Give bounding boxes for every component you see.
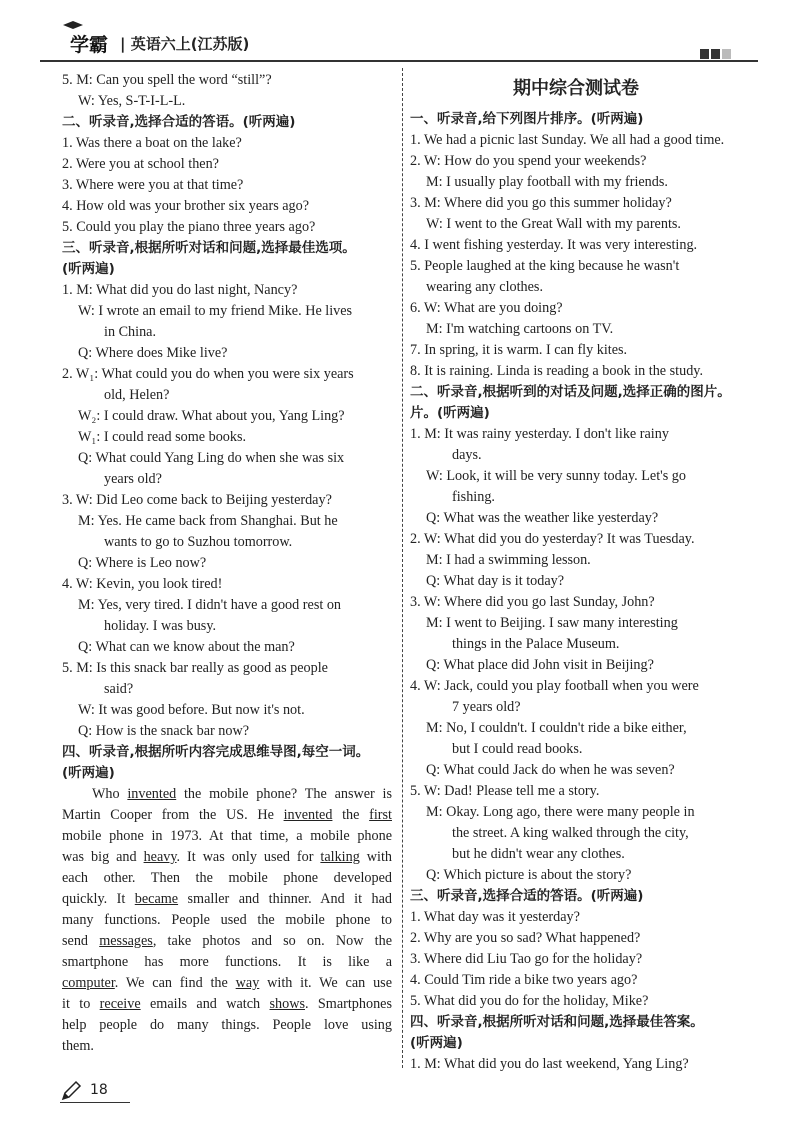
text-line: Q: What was the weather like yesterday? bbox=[426, 510, 659, 526]
text-line: Q: What day is it today? bbox=[426, 573, 565, 589]
text-line: W: Look, it will be very sunny today. Let's go bbox=[426, 468, 686, 484]
text-line: M: I usually play football with my friends. bbox=[426, 174, 668, 190]
text-line: wearing any clothes. bbox=[426, 279, 544, 295]
text-line: W: Yes, S-T-I-L-L. bbox=[78, 93, 186, 109]
text-line: 1. Was there a boat on the lake? bbox=[62, 135, 242, 151]
passage-line: computer. We can find the way with it. We can use bbox=[62, 975, 392, 991]
text-line: 3. Where were you at that time? bbox=[62, 177, 244, 193]
text-line: 3. W: Did Leo come back to Beijing yesterday? bbox=[62, 492, 332, 508]
text-line: things in the Palace Museum. bbox=[452, 636, 620, 652]
section-heading: 二、听录音,选择合适的答语。(听两遍) bbox=[62, 114, 296, 130]
page-number: 18 bbox=[90, 1082, 108, 1098]
section-heading: (听两遍) bbox=[410, 1035, 463, 1051]
right-content bbox=[410, 109, 742, 1075]
text-line: M: Yes. He came back from Shanghai. But he bbox=[78, 513, 338, 529]
text-line: 4. W: Jack, could you play football when you were bbox=[410, 678, 699, 694]
text-line: M: Okay. Long ago, there were many people in bbox=[426, 804, 695, 820]
text-line: 4. I went fishing yesterday. It was very interesting. bbox=[410, 237, 698, 253]
text-line: 5. M: Can you spell the word “still”? bbox=[62, 72, 272, 88]
section-heading: 四、听录音,根据所听内容完成思维导图,每空一词。 bbox=[62, 744, 370, 760]
passage-line: many functions. People used the mobile phone to bbox=[62, 912, 392, 928]
passage-line: help people do many things. People love using bbox=[62, 1017, 392, 1033]
passage-line: Martin Cooper from the US. He invented the first bbox=[62, 807, 392, 823]
passage-line: send messages, take photos and so on. Now the bbox=[62, 933, 392, 949]
text-line: M: I'm watching cartoons on TV. bbox=[426, 321, 614, 337]
text-line: M: Yes, very tired. I didn't have a good rest on bbox=[78, 597, 342, 613]
text-line: Q: Which picture is about the story? bbox=[426, 867, 632, 883]
text-line: the street. A king walked through the city, bbox=[452, 825, 689, 841]
section-heading: 二、听录音,根据听到的对话及问题,选择正确的图片。 bbox=[410, 384, 731, 400]
text-line: Q: What place did John visit in Beijing? bbox=[426, 657, 654, 673]
passage-line: Who invented the mobile phone? The answer is bbox=[92, 786, 392, 802]
text-line: 2. Were you at school then? bbox=[62, 156, 219, 172]
text-line: Q: What could Jack do when he was seven? bbox=[426, 762, 675, 778]
section-heading: 三、听录音,选择合适的答语。(听两遍) bbox=[410, 888, 644, 904]
reading-passage bbox=[62, 784, 392, 1057]
section-heading: (听两遍) bbox=[62, 261, 115, 277]
text-line: 5. M: Is this snack bar really as good as people bbox=[62, 660, 328, 676]
left-content bbox=[62, 70, 392, 784]
text-line: 1. M: What did you do last night, Nancy? bbox=[62, 282, 298, 298]
text-line: years old? bbox=[104, 471, 162, 487]
text-line: 1. What day was it yesterday? bbox=[410, 909, 580, 925]
text-line: holiday. I was busy. bbox=[104, 618, 217, 634]
text-line: but I could read books. bbox=[452, 741, 583, 757]
section-heading: 四、听录音,根据所听对话和问题,选择最佳答案。 bbox=[410, 1014, 704, 1030]
text-line: W₁: I could read some books. bbox=[78, 429, 247, 445]
text-line: Q: What can we know about the man? bbox=[78, 639, 295, 655]
left-column bbox=[62, 70, 392, 1057]
section-heading: 三、听录音,根据所听对话和问题,选择最佳选项。 bbox=[62, 240, 356, 256]
section-heading: (听两遍) bbox=[62, 765, 115, 781]
right-column bbox=[410, 70, 742, 1075]
text-line: 2. W₁: What could you do when you were six years bbox=[62, 366, 354, 382]
text-line: 5. People laughed at the king because he wasn't bbox=[410, 258, 680, 274]
text-line: 2. W: What did you do yesterday? It was Tuesday. bbox=[410, 531, 695, 547]
passage-line: mobile phone in 1973. At that time, a mobile phone bbox=[62, 828, 392, 844]
page-header bbox=[0, 0, 800, 62]
text-line: W: I went to the Great Wall with my parents. bbox=[426, 216, 681, 232]
text-line: M: I had a swimming lesson. bbox=[426, 552, 591, 568]
text-line: 1. M: It was rainy yesterday. I don't like rainy bbox=[410, 426, 669, 442]
graduation-cap-icon bbox=[62, 20, 84, 30]
passage-line: smartphone has more functions. It is like a bbox=[62, 954, 392, 970]
text-line: days. bbox=[452, 447, 482, 463]
brand-logo: 学霸 bbox=[70, 34, 109, 56]
text-line: 4. W: Kevin, you look tired! bbox=[62, 576, 223, 592]
text-line: 4. How old was your brother six years ago? bbox=[62, 198, 310, 214]
passage-line: quickly. It became smaller and thinner. And it had bbox=[62, 891, 392, 907]
text-line: 5. What did you do for the holiday, Mike? bbox=[410, 993, 649, 1009]
section-heading: 一、听录音,给下列图片排序。(听两遍) bbox=[410, 111, 644, 127]
text-line: 2. Why are you so sad? What happened? bbox=[410, 930, 641, 946]
text-line: but he didn't wear any clothes. bbox=[452, 846, 625, 862]
text-line: fishing. bbox=[452, 489, 495, 505]
text-line: 2. W: How do you spend your weekends? bbox=[410, 153, 647, 169]
text-line: M: I went to Beijing. I saw many interesting bbox=[426, 615, 678, 631]
text-line: Q: How is the snack bar now? bbox=[78, 723, 249, 739]
text-line: said? bbox=[104, 681, 134, 697]
text-line: 8. It is raining. Linda is reading a book in the study. bbox=[410, 363, 704, 379]
exam-title: 期中综合测试卷 bbox=[513, 78, 639, 99]
book-subtitle: | 英语六上(江苏版) bbox=[120, 35, 250, 53]
text-line: 5. W: Dad! Please tell me a story. bbox=[410, 783, 600, 799]
text-line: W: It was good before. But now it's not. bbox=[78, 702, 305, 718]
text-line: W: I wrote an email to my friend Mike. He lives bbox=[78, 303, 353, 319]
column-divider bbox=[402, 68, 403, 1068]
passage-line: was big and heavy. It was only used for talking with bbox=[62, 849, 392, 865]
text-line: 3. W: Where did you go last Sunday, John? bbox=[410, 594, 655, 610]
text-line: Q: What could Yang Ling do when she was six bbox=[78, 450, 345, 466]
text-line: in China. bbox=[104, 324, 157, 340]
text-line: 5. Could you play the piano three years ago? bbox=[62, 219, 316, 235]
footer-rule bbox=[60, 1102, 130, 1103]
text-line: 6. W: What are you doing? bbox=[410, 300, 563, 316]
passage-line: them. bbox=[62, 1038, 94, 1054]
text-line: W₂: I could draw. What about you, Yang Ling? bbox=[78, 408, 345, 424]
text-line: 7. In spring, it is warm. I can fly kites. bbox=[410, 342, 628, 358]
text-line: 3. M: Where did you go this summer holiday? bbox=[410, 195, 672, 211]
text-line: 1. M: What did you do last weekend, Yang Ling? bbox=[410, 1056, 689, 1072]
text-line: M: No, I couldn't. I couldn't ride a bike either, bbox=[426, 720, 687, 736]
text-line: 1. We had a picnic last Sunday. We all had a good time. bbox=[410, 132, 725, 148]
text-line: wants to go to Suzhou tomorrow. bbox=[104, 534, 293, 550]
text-line: 3. Where did Liu Tao go for the holiday? bbox=[410, 951, 643, 967]
text-line: 4. Could Tim ride a bike two years ago? bbox=[410, 972, 638, 988]
text-line: old, Helen? bbox=[104, 387, 170, 403]
text-line: Q: Where does Mike live? bbox=[78, 345, 228, 361]
section-heading: 片。(听两遍) bbox=[410, 405, 490, 421]
header-rule bbox=[40, 60, 758, 62]
passage-line: it to receive emails and watch shows. Smartphones bbox=[62, 996, 393, 1012]
text-line: 7 years old? bbox=[452, 699, 521, 715]
text-line: Q: Where is Leo now? bbox=[78, 555, 207, 571]
passage-line: each other. Then the mobile phone developed bbox=[62, 870, 392, 886]
